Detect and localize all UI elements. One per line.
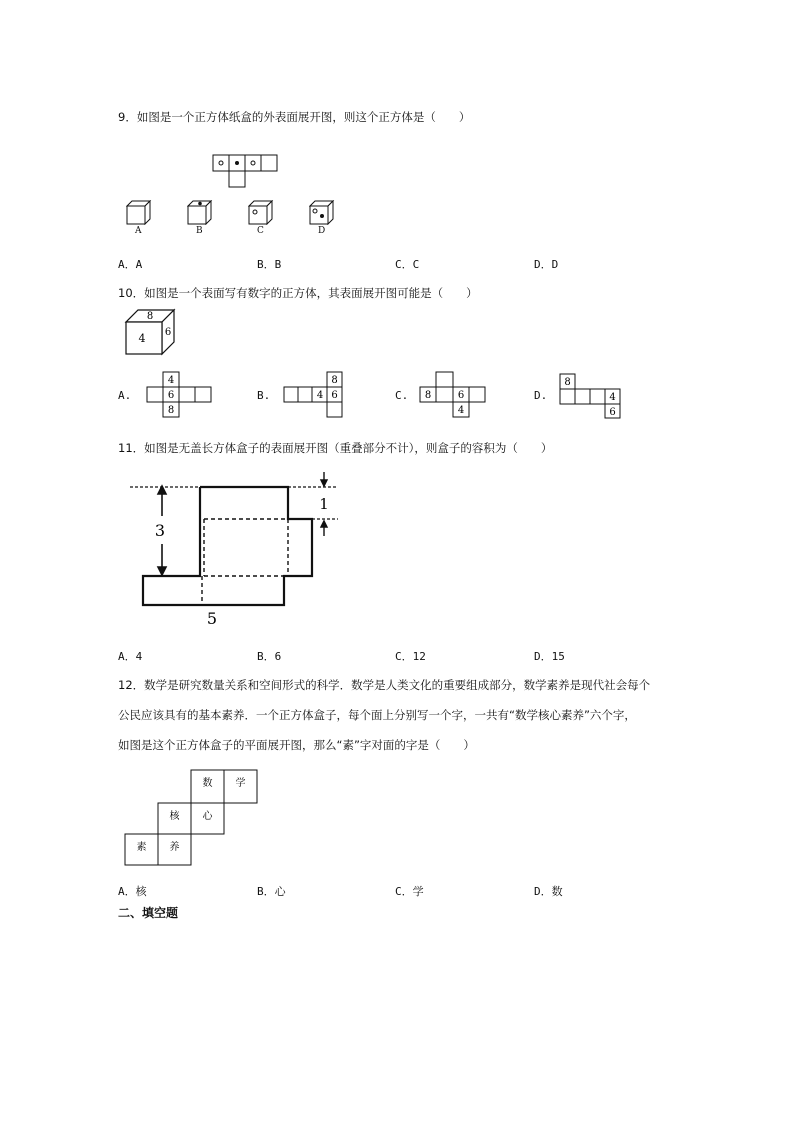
q10-net-b-top: 8 bbox=[331, 375, 338, 386]
q10-net-d[interactable] bbox=[559, 373, 621, 419]
q11-dim-height: 3 bbox=[154, 521, 166, 540]
q10-net-b[interactable] bbox=[283, 371, 343, 419]
q10-stem: 10．如图是一个表面写有数字的正方体，其表面展开图可能是（ ） bbox=[118, 286, 478, 300]
q12-stem-line-1: 12．数学是研究数量关系和空间形式的科学．数学是人类文化的重要组成部分，数学素养是现代社会每个 bbox=[118, 678, 651, 692]
q12-option-c[interactable]: C．学 bbox=[395, 885, 424, 898]
q11-option-c[interactable]: C．12 bbox=[395, 650, 426, 663]
section-2-title: 二、填空题 bbox=[118, 906, 179, 920]
q9-hollow-dot bbox=[219, 161, 223, 165]
q9-net-cell-4 bbox=[261, 155, 277, 171]
q10-option-a-letter[interactable]: A. bbox=[118, 389, 132, 402]
q9-net-cell-3 bbox=[245, 155, 261, 171]
q12-cell-su: 素 bbox=[136, 842, 147, 853]
q11-dim-depth: 1 bbox=[319, 495, 329, 513]
q10-net-c-left: 8 bbox=[424, 390, 432, 401]
q12-cell-xin: 心 bbox=[202, 811, 213, 822]
q10-net-a[interactable] bbox=[146, 371, 212, 419]
q9-option-a[interactable]: A．A bbox=[118, 258, 143, 271]
q9-option-d[interactable]: D．D bbox=[534, 258, 559, 271]
q10-cube-side: 6 bbox=[164, 327, 172, 338]
q10-net-d-right: 4 bbox=[609, 392, 616, 403]
q10-net-a-top: 4 bbox=[167, 375, 175, 386]
q12-option-b[interactable]: B．心 bbox=[257, 885, 286, 898]
q9-cube-b bbox=[187, 200, 213, 225]
q9-option-b[interactable]: B．B bbox=[257, 258, 282, 271]
q10-net-c[interactable] bbox=[419, 371, 487, 419]
q11-option-d[interactable]: D．15 bbox=[534, 650, 565, 663]
q9-fig-label-a: A bbox=[135, 226, 142, 236]
q10-option-d-letter[interactable]: D. bbox=[534, 389, 548, 402]
q12-cell-he: 核 bbox=[169, 811, 180, 822]
q9-net-cell-1 bbox=[213, 155, 229, 171]
q10-net-a-center: 6 bbox=[167, 390, 175, 401]
q12-stem-line-3: 如图是这个正方体盒子的平面展开图，那么“素”字对面的字是（ ） bbox=[118, 738, 475, 752]
q12-cell-yang: 养 bbox=[169, 842, 180, 853]
q9-cube-d bbox=[309, 200, 335, 225]
q9-net-cell-5 bbox=[229, 171, 245, 187]
q11-net-figure bbox=[124, 470, 346, 630]
q11-stem: 11．如图是无盖长方体盒子的表面展开图（重叠部分不计），则盒子的容积为（ ） bbox=[118, 441, 553, 455]
q12-cell-shu: 数 bbox=[202, 778, 213, 789]
q10-option-c-letter[interactable]: C. bbox=[395, 389, 409, 402]
q9-fig-label-d: D bbox=[318, 226, 326, 236]
q11-dim-width: 5 bbox=[206, 609, 218, 628]
q9-net-figure bbox=[212, 154, 278, 188]
q10-option-b-letter[interactable]: B. bbox=[257, 389, 271, 402]
q12-net-figure bbox=[124, 769, 260, 867]
q10-cube-figure bbox=[124, 308, 176, 356]
q9-solid-dot bbox=[235, 161, 239, 165]
q12-option-a[interactable]: A．核 bbox=[118, 885, 147, 898]
q10-net-b-left: 4 bbox=[316, 390, 324, 401]
q9-hollow-dot bbox=[251, 161, 255, 165]
q11-option-a[interactable]: A．4 bbox=[118, 650, 143, 663]
q9-fig-label-b: B bbox=[196, 226, 203, 236]
q12-cell-xue: 学 bbox=[235, 778, 246, 789]
q10-net-d-top: 8 bbox=[564, 377, 571, 388]
q10-cube-front: 4 bbox=[138, 332, 146, 345]
q12-option-d[interactable]: D．数 bbox=[534, 885, 563, 898]
q9-cube-c bbox=[248, 200, 274, 225]
q11-option-b[interactable]: B．6 bbox=[257, 650, 282, 663]
q10-net-c-center: 6 bbox=[457, 390, 465, 401]
q10-net-b-center: 6 bbox=[331, 390, 338, 401]
q9-fig-label-c: C bbox=[257, 226, 264, 236]
q10-net-c-bottom: 4 bbox=[457, 405, 465, 416]
q9-stem: 9．如图是一个正方体纸盒的外表面展开图，则这个正方体是（ ） bbox=[118, 110, 471, 124]
q10-cube-top: 8 bbox=[146, 311, 154, 322]
q9-option-c[interactable]: C．C bbox=[395, 258, 420, 271]
q12-stem-line-2: 公民应该具有的基本素养．一个正方体盒子，每个面上分别写一个字，一共有“数学核心素养”六个字， bbox=[118, 708, 636, 722]
q10-net-a-bottom: 8 bbox=[167, 405, 175, 416]
q10-net-d-bottom: 6 bbox=[609, 407, 616, 418]
q9-cube-a bbox=[126, 200, 152, 225]
